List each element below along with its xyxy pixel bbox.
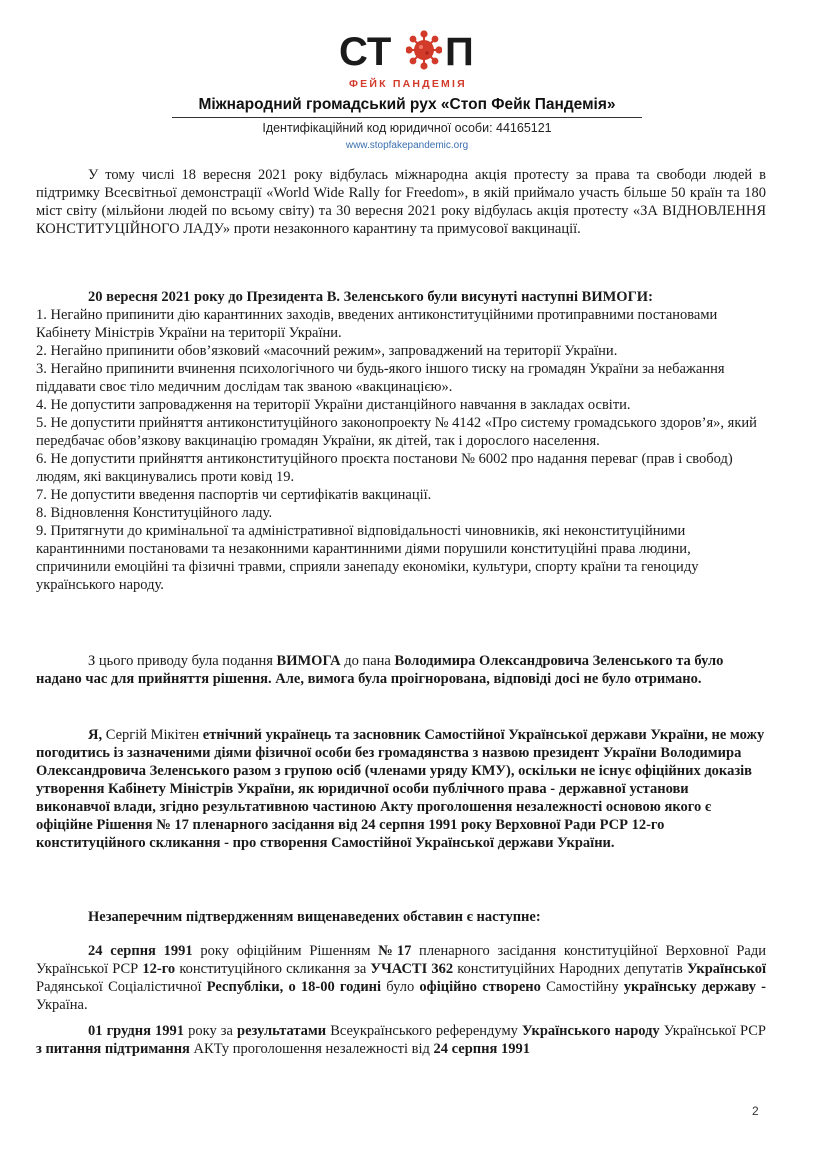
text-run: З цього приводу була подання bbox=[88, 653, 277, 669]
org-website-link[interactable]: www.stopfakepandemic.org bbox=[345, 140, 469, 151]
text-run-bold: ВИМОГА bbox=[276, 653, 341, 669]
demand-item: 6. Не допустити прийняття антиконституційного проєкта постанови № 6002 про надання переваг (прав і свобод) людям, які вакцинувались проти ковід 19. bbox=[36, 451, 733, 485]
text-run-bold: 12-го bbox=[142, 961, 176, 977]
text-run-bold: 24 серпня 1991 bbox=[433, 1041, 530, 1057]
confirmation-heading-text: Незаперечним підтвердженням вищенаведених обставин є наступне: bbox=[88, 909, 541, 925]
intro-paragraph bbox=[36, 166, 766, 238]
intro-text: У тому числі 18 вересня 2021 року відбулась міжнародна акція протесту за права та свободи людей в підтримку Всесвітньої демонстрації «World Wide Rally for Freedom», в якій приймало участь більше 50 країн та 180 міст світу (мільйони людей по всьому світу) та 30 вересня 2021 року відбулась акція протесту «ЗА ВІДНОВЛЕННЯ КОНСТИТУЦІЙНОГО ЛАДУ» проти незаконного карантину та примусової вакцинації. bbox=[36, 167, 766, 237]
text-run-bold: Володимира Олександровича Зеленського та було надано час для прийняття рішення. Але, вимога була проігнорована, відповіді досі не було отримано. bbox=[36, 653, 724, 687]
demand-submitted-paragraph bbox=[36, 652, 766, 688]
demand-item: 7. Не допустити введення паспортів чи сертифікатів вакцинації. bbox=[36, 487, 432, 503]
august-paragraph bbox=[36, 942, 766, 1014]
text-run: Радянської Соціалістичної bbox=[36, 979, 207, 995]
text-run-bold: УЧАСТІ 362 bbox=[370, 961, 454, 977]
demands-heading: 20 вересня 2021 року до Президента В. Зеленського були висунуті наступні ВИМОГИ: bbox=[88, 289, 653, 305]
text-run-bold: Я, bbox=[88, 727, 106, 743]
demand-item: 5. Не допустити прийняття антиконституційного законопроекту № 4142 «Про систему громадського здоров’я», який передбачає обов’язкову вакцинацію громадян України, як дітей, так і дорослого населення. bbox=[36, 415, 757, 449]
text-run: року за bbox=[184, 1023, 238, 1039]
demand-submitted-text bbox=[36, 652, 766, 688]
text-run-bold: етнічний українець та засновник Самостійної Української держави України, не можу погодитись із зазначеними діями фізичної особи без громадянства з назвою президент України Володимира Олександровича Зеленського разом з групою осіб (членами уряду КМУ), оскільки не існує офіційних доказів утворення Кабінету Міністрів України, як юридичної особи публічного права - державної установи виконавчої влади, згідно результативною частиною Акту проголошення незалежності основою якого є офіційне Рішення № 17 пленарного засідання від 24 серпня 1991 року Верховної Ради РСР 12-го конституційного скликання - про створення Самостійної Української держави України. bbox=[36, 727, 765, 851]
org-id-code: Ідентифікаційний код юридичної особи: 44165121 bbox=[262, 121, 552, 135]
text-run-bold: українську державу - bbox=[623, 979, 766, 995]
text-run-bold: Української bbox=[686, 961, 766, 977]
demand-item: 4. Не допустити запровадження на території України дистанційного навчання в закладах освіти. bbox=[36, 397, 631, 413]
december-paragraph bbox=[36, 1022, 766, 1058]
header-divider bbox=[172, 117, 642, 118]
author-name: Сергій Мікітен bbox=[105, 727, 203, 743]
page-number: 2 bbox=[752, 1104, 759, 1118]
demand-item: 2. Негайно припинити обов’язковий «масочний режим», запроваджений на території України. bbox=[36, 343, 618, 359]
text-run-bold: 01 грудня 1991 bbox=[88, 1023, 185, 1039]
statement-paragraph bbox=[36, 726, 766, 852]
text-run: конституційного скликання за bbox=[175, 961, 371, 977]
text-run-bold: результатами bbox=[237, 1023, 327, 1039]
demand-item: 3. Негайно припинити вчинення психологічного чи будь-якого іншого тиску на громадян України за небажання піддавати своє тіло медичним дослідам так званою «вакцинацією». bbox=[36, 361, 725, 395]
org-logo bbox=[339, 28, 489, 94]
text-run: Української РСР bbox=[659, 1023, 766, 1039]
text-run: Україна. bbox=[36, 997, 88, 1013]
text-run: було bbox=[381, 979, 420, 995]
text-run: Всеукраїнського референдуму bbox=[326, 1023, 523, 1039]
logo-text-left: СТ bbox=[339, 30, 392, 74]
text-run: АКТу проголошення незалежності від bbox=[189, 1041, 434, 1057]
demand-item: 8. Відновлення Конституційного ладу. bbox=[36, 505, 273, 521]
text-run-bold: Українського народу bbox=[522, 1023, 660, 1039]
confirmation-heading bbox=[36, 908, 766, 926]
demand-item: 1. Негайно припинити дію карантинних заходів, введених антиконституційними протиправними постановами Кабінету Міністрів України на території України. bbox=[36, 307, 718, 341]
text-run-bold: 24 серпня 1991 bbox=[88, 943, 193, 959]
text-run: пленарного засідання конституційної Верховної Ради Української РСР bbox=[36, 943, 766, 977]
logo-subtitle: ФЕЙК ПАНДЕМІЯ bbox=[349, 78, 467, 90]
text-run-bold: офіційно створено bbox=[419, 979, 541, 995]
text-run-bold: Республіки, о 18-00 годині bbox=[206, 979, 382, 995]
text-run: до пана bbox=[340, 653, 395, 669]
demands-section bbox=[36, 288, 766, 594]
org-name: Міжнародний громадський рух «Стоп Фейк Пандемія» bbox=[198, 96, 616, 113]
demand-item: 9. Притягнути до кримінальної та адміністративної відповідальності чиновників, які неконституційними карантинними постановами та незаконними карантинними діями порушили конституційні права людини, спричинили емоційні та фізичні травми, сприяли занепаду економіки, культури, спорту країни та геноциду українського народу. bbox=[36, 523, 699, 593]
virus-icon bbox=[406, 30, 442, 70]
text-run: року офіційним Рішенням bbox=[192, 943, 379, 959]
text-run: конституційних Народних депутатів bbox=[453, 961, 687, 977]
text-run-bold: з питання підтримання bbox=[36, 1041, 190, 1057]
statement-text bbox=[36, 726, 766, 852]
logo-text-right: П bbox=[445, 30, 474, 74]
text-run: Самостійну bbox=[540, 979, 624, 995]
text-run-bold: №17 bbox=[378, 943, 412, 959]
august-text bbox=[36, 942, 766, 1014]
december-text bbox=[36, 1022, 766, 1058]
